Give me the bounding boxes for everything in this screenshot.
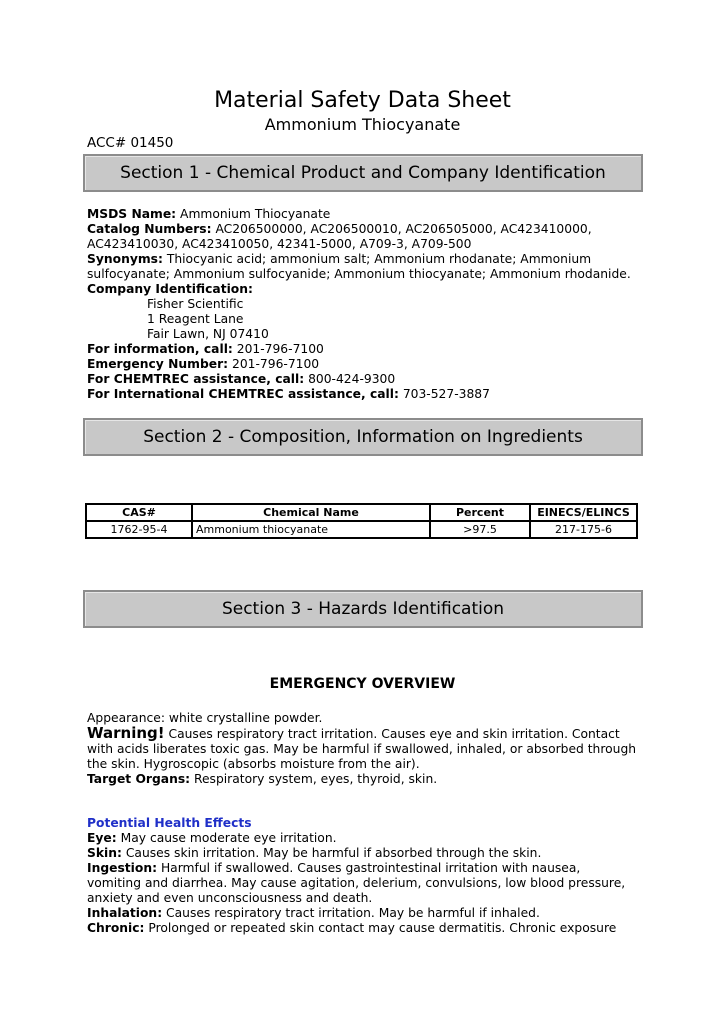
msds-name-value: Ammonium Thiocyanate [180,207,331,221]
company-name: Fisher Scientific [147,297,244,311]
emergency-phone: 201-796-7100 [232,357,320,371]
info-phone-line [87,342,647,357]
msds-name-line [87,207,647,222]
chemical-name-cell: Ammonium thiocyanate [192,521,430,538]
synonyms-line-1 [87,252,647,267]
synonyms-label: Synonyms: [87,252,163,266]
eye-line [87,831,647,846]
health-effects-body [87,816,647,936]
emergency-overview-body [87,711,647,787]
percent-cell: >97.5 [430,521,530,538]
warning-text-1: Causes respiratory tract irritation. Causes eye and skin irritation. Contact [164,727,620,741]
synonyms-value-1: Thiocyanic acid; ammonium salt; Ammonium rhodanate; Ammonium [166,252,592,266]
intl-chemtrec-line [87,387,647,402]
chemtrec-label: For CHEMTREC assistance, call: [87,372,305,386]
section-3-heading [83,590,643,628]
synonyms-line-2: sulfocyanate; Ammonium sulfocyanide; Ammonium thiocyanate; Ammonium rhodanide. [87,267,631,281]
warning-line-3: the skin. Hygroscopic (absorbs moisture from the air). [87,757,420,771]
emergency-phone-line [87,357,647,372]
document-subtitle: Ammonium Thiocyanate [264,115,461,134]
cas-cell: 1762-95-4 [86,521,192,538]
target-organs-label: Target Organs: [87,772,191,786]
skin-text: Causes skin irritation. May be harmful if absorbed through the skin. [125,846,542,860]
section-1-heading [83,154,643,192]
einecs-cell: 217-175-6 [530,521,637,538]
chemtrec-phone: 800-424-9300 [308,372,396,386]
company-label-line [87,282,647,297]
health-effects-heading: Potential Health Effects [87,816,252,830]
skin-line [87,846,647,861]
document-title: Material Safety Data Sheet [214,88,511,113]
emergency-label: Emergency Number: [87,357,229,371]
appearance-line: Appearance: white crystalline powder. [87,711,323,725]
company-address-2: Fair Lawn, NJ 07410 [147,327,269,341]
eye-text: May cause moderate eye irritation. [120,831,337,845]
table-row [86,521,637,538]
inhalation-text: Causes respiratory tract irritation. May be harmful if inhaled. [166,906,540,920]
acc-number: ACC# 01450 [87,135,174,151]
ingestion-label: Ingestion: [87,861,158,875]
target-organs-line [87,772,647,787]
column-header-percent: Percent [430,504,530,521]
catalog-value-1: AC206500000, AC206500010, AC206505000, AC423410000, [215,222,592,236]
catalog-line-2: AC423410030, AC423410050, 42341-5000, A709-3, A709-500 [87,237,472,251]
inhalation-line [87,906,647,921]
catalog-line-1 [87,222,647,237]
warning-label: Warning! [87,724,165,742]
inhalation-label: Inhalation: [87,906,163,920]
section-2-heading [83,418,643,456]
column-header-cas: CAS# [86,504,192,521]
column-header-einecs: EINECS/ELINCS [530,504,637,521]
chronic-line [87,921,647,936]
intl-chemtrec-phone: 703-527-3887 [402,387,490,401]
msds-name-label: MSDS Name: [87,207,177,221]
info-label: For information, call: [87,342,233,356]
chronic-text: Prolonged or repeated skin contact may cause dermatitis. Chronic exposure [148,921,617,935]
section-2-title: Section 2 - Composition, Information on Ingredients [143,427,583,447]
info-phone: 201-796-7100 [236,342,324,356]
ingestion-line-3: anxiety and even unconsciousness and death. [87,891,373,905]
warning-line-2: with acids liberates toxic gas. May be harmful if swallowed, inhaled, or absorbed through [87,742,637,756]
section-3-title: Section 3 - Hazards Identification [221,599,505,619]
chronic-label: Chronic: [87,921,145,935]
company-address-1: 1 Reagent Lane [147,312,244,326]
ingestion-text-1: Harmful if swallowed. Causes gastrointestinal irritation with nausea, [160,861,581,875]
section-1-body [87,207,647,402]
warning-line-1 [87,726,647,742]
ingestion-line-1 [87,861,647,876]
company-label: Company Identification: [87,282,253,296]
chemtrec-line [87,372,647,387]
intl-chemtrec-label: For International CHEMTREC assistance, call: [87,387,399,401]
skin-label: Skin: [87,846,122,860]
section-1-title: Section 1 - Chemical Product and Company Identification [120,163,606,183]
catalog-label: Catalog Numbers: [87,222,212,236]
composition-table [85,503,638,539]
column-header-chemical-name: Chemical Name [192,504,430,521]
target-organs-value: Respiratory system, eyes, thyroid, skin. [194,772,438,786]
table-header-row [86,504,637,521]
ingestion-line-2: vomiting and diarrhea. May cause agitation, delerium, convulsions, low blood pressure, [87,876,626,890]
eye-label: Eye: [87,831,117,845]
emergency-overview-heading: EMERGENCY OVERVIEW [269,676,456,692]
